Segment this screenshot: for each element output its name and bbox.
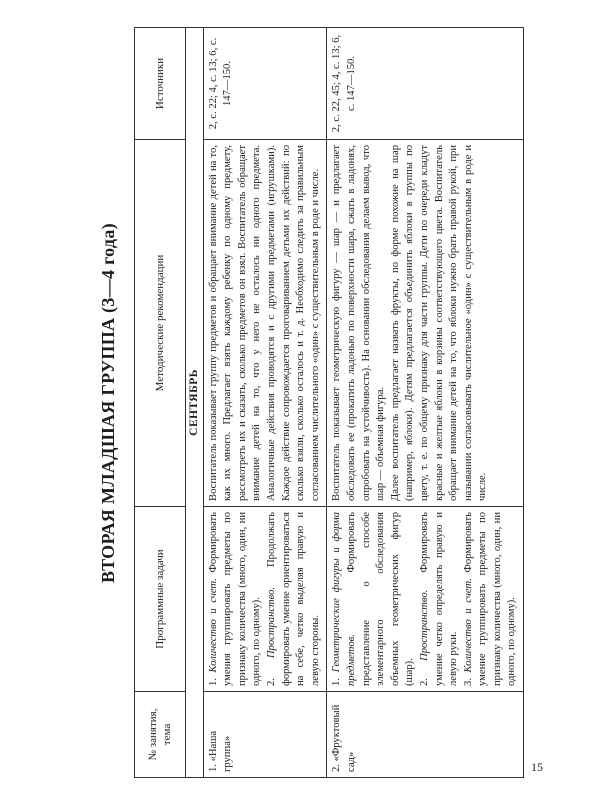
lesson-cell: 2. «Фруктовый сад» bbox=[327, 692, 524, 778]
task-text: Формировать умение четко определять правую и левую руки. bbox=[418, 512, 460, 686]
task-topic: Геометрические фигуры и форма предметов. bbox=[331, 512, 357, 686]
header-tasks: Программные задачи bbox=[135, 507, 186, 692]
task-item bbox=[330, 512, 418, 686]
lesson-cell: 1. «Наша группа» bbox=[203, 692, 327, 778]
recommendations-cell bbox=[327, 140, 524, 507]
task-number: 1. bbox=[331, 672, 343, 686]
task-text: Формировать умение группировать предметы по признаку количества (много, один, ни одного, по одному). bbox=[462, 511, 518, 686]
tasks-cell bbox=[203, 507, 327, 692]
recommendations-cell bbox=[203, 140, 327, 507]
table-header-row bbox=[135, 28, 186, 778]
sources-cell: 2, с. 22, 45; 4, с. 13; 6, с. 147—150. bbox=[327, 28, 524, 140]
table-row bbox=[327, 28, 524, 778]
rotated-page-content bbox=[88, 28, 558, 778]
task-item bbox=[207, 512, 265, 686]
task-topic: Пространство. bbox=[418, 589, 430, 661]
header-lesson: № занятия, тема bbox=[135, 692, 186, 778]
table-row bbox=[203, 28, 327, 778]
recommendation-paragraph: Воспитатель показывает группу предметов и обращает внимание детей на то, как их много. Предлагает взять каждому ребенку по одному предмету, рассмотреть их и сказать, сколько предметов он взял. Воспитатель обращает внимание детей на то, что у него не осталось ни одного предмета. Аналогичные действия проводятся и с другими предметами (игрушками). Каждое действие сопровождается проговариванием детьми их действий: по сколько взяли, сколько осталось и т. д. Необходимо следить за правильным согласованием числительного «один» с существительным в роде и числе. bbox=[207, 145, 321, 501]
header-recommendations: Методические рекомендации bbox=[135, 140, 186, 507]
month-row bbox=[186, 28, 204, 778]
task-number: 2. bbox=[265, 658, 277, 686]
recommendation-paragraph: Воспитатель показывает геометрическую фигуру — шар — и предлагает обследовать ее (прокатить ладонью по поверхности шара, сжать в ладонях, опробовать на устойчивость). На основании обследования делаем вывод, что шар — объемная фигура. bbox=[331, 145, 387, 501]
header-sources: Источники bbox=[135, 28, 186, 140]
task-text: Продолжать формировать умение ориентироваться на себе, четко выделяя правую и левую стороны. bbox=[265, 512, 321, 686]
task-number: 3. bbox=[462, 672, 474, 686]
sources-cell: 2, с. 22; 4, с. 13; 6, с. 147—150. bbox=[203, 28, 327, 140]
page-title: ВТОРАЯ МЛАДШАЯ ГРУППА (3—4 года) bbox=[98, 223, 118, 583]
task-item bbox=[265, 512, 323, 686]
task-topic: Количество и счет. bbox=[207, 578, 219, 673]
task-text: Формировать умения группировать предметы по признаку количества (много, один, ни одного, по одному). bbox=[207, 511, 263, 686]
lesson-plan-table bbox=[134, 27, 524, 778]
task-item bbox=[418, 512, 462, 686]
tasks-cell bbox=[327, 507, 524, 692]
task-number: 2. bbox=[418, 660, 430, 686]
page-number: 15 bbox=[531, 760, 543, 774]
task-text: Формировать представление о способе элементарного обследования объемных геометрических фигур (шар). bbox=[345, 512, 416, 686]
recommendation-paragraph: Далее воспитатель предлагает назвать фрукты, по форме похожие на шар (например, яблоки). Детям предлагается объединить яблоки в группы по цвету, т. е. по общему признаку для части группы. Дети по очереди кладут красные и желтые яблоки в корзины соответствующего цвета. Воспитатель обращает внимание детей на то, что яблоки нужно брать правой рукой, при назывании согласовывать числительное «один» с существительным в роде и числе. bbox=[389, 145, 489, 501]
task-number: 1. bbox=[207, 672, 219, 686]
task-item bbox=[462, 512, 520, 686]
task-topic: Пространство. bbox=[265, 586, 277, 659]
task-topic: Количество и счет. bbox=[462, 578, 474, 673]
month-label: СЕНТЯБРЬ bbox=[186, 28, 204, 778]
